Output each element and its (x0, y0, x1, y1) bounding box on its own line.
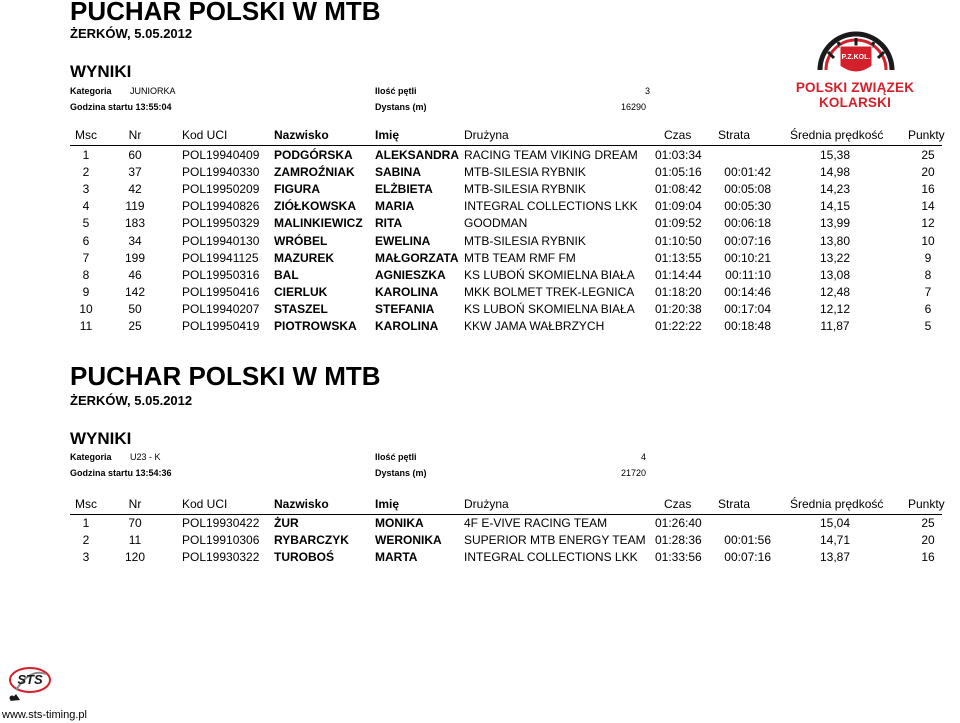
section1-ilosc-value: 3 (644, 86, 650, 96)
section1-godzina-label: Godzina startu (70, 102, 134, 112)
cell-time: 01:09:04 (655, 199, 702, 214)
cell-bib: 46 (128, 267, 142, 282)
cell-surname: PIOTROWSKA (274, 319, 357, 333)
col-druzyna-header: Drużyna (464, 497, 509, 511)
cell-surname: CIERLUK (274, 284, 328, 299)
section1-title: PUCHAR POLSKI W MTB (70, 0, 381, 26)
cell-time: 01:03:34 (655, 148, 702, 162)
sts-logo-icon (6, 664, 66, 704)
section2-title: PUCHAR POLSKI W MTB (70, 361, 381, 391)
section2-kategoria-label: Kategoria (70, 452, 112, 462)
cell-surname: WRÓBEL (274, 233, 328, 248)
cell-team: KS LUBOŃ SKOMIELNA BIAŁA (464, 301, 635, 316)
cell-first-name: KAROLINA (375, 284, 439, 299)
cell-team: RACING TEAM VIKING DREAM (464, 148, 638, 162)
table-row (0, 268, 960, 285)
cell-gap: 00:05:08 (724, 182, 771, 197)
cell-time: 01:10:50 (655, 233, 702, 248)
cell-gap: 00:18:48 (724, 319, 771, 333)
cell-time: 01:33:56 (655, 550, 702, 565)
cell-team: MTB-SILESIA RYBNIK (464, 182, 586, 197)
cell-uci-code: POL19940130 (182, 233, 260, 248)
cell-surname: RYBARCZYK (274, 533, 349, 548)
cell-team: MTB TEAM RMF FM (464, 250, 576, 265)
cell-avg-speed: 15,38 (819, 148, 851, 162)
cell-bib: 119 (125, 199, 145, 214)
cell-team: MTB-SILESIA RYBNIK (464, 165, 586, 180)
cell-avg-speed: 13,80 (819, 233, 851, 248)
cell-place: 3 (82, 550, 90, 565)
cell-time: 01:22:22 (655, 319, 702, 333)
cell-bib: 50 (128, 301, 142, 316)
cell-first-name: MAŁGORZATA (375, 250, 459, 265)
table-row (0, 302, 960, 319)
cell-time: 01:09:52 (655, 216, 702, 231)
cell-points: 20 (921, 533, 935, 548)
cell-place: 1 (82, 516, 90, 530)
cell-team: MTB-SILESIA RYBNIK (464, 233, 586, 248)
cell-points: 8 (924, 267, 932, 282)
cell-team: 4F E-VIVE RACING TEAM (464, 516, 608, 530)
cell-bib: 183 (124, 216, 146, 231)
section2-ilosc-label: Ilość pętli (375, 452, 417, 462)
cell-gap: 00:07:16 (724, 550, 771, 565)
cell-uci-code: POL19910306 (182, 533, 260, 548)
table-row (0, 234, 960, 251)
sts-logo-text: STS (17, 672, 43, 687)
cell-team: INTEGRAL COLLECTIONS LKK (464, 550, 638, 565)
cell-bib: 34 (128, 233, 142, 248)
cell-avg-speed: 13,99 (819, 216, 851, 231)
col-strata-header: Strata (718, 497, 751, 511)
col-punkty-header: Punkty (908, 497, 945, 511)
cell-first-name: ALEKSANDRA (375, 148, 459, 162)
cell-uci-code: POL19941125 (182, 250, 259, 265)
table-row (0, 182, 960, 199)
cell-first-name: MONIKA (375, 516, 424, 530)
cell-bib: 25 (128, 319, 142, 333)
cell-time: 01:08:42 (655, 182, 702, 197)
section1-subtitle: ŻERKÓW, 5.05.2012 (70, 26, 193, 41)
col-nazwisko-header: Nazwisko (274, 128, 329, 142)
table-row (0, 251, 960, 268)
cell-bib: 60 (128, 148, 142, 162)
cell-place: 11 (79, 319, 93, 333)
section2-kategoria-value: U23 - K (130, 452, 161, 462)
section2-subtitle: ŻERKÓW, 5.05.2012 (70, 393, 193, 408)
cell-uci-code: POL19930422 (182, 516, 260, 530)
cell-gap: 00:06:18 (724, 216, 771, 231)
col-uci-header: Kod UCI (182, 128, 228, 142)
cell-surname: FIGURA (274, 182, 320, 197)
cell-points: 7 (924, 284, 932, 299)
cell-bib: 142 (124, 284, 146, 299)
cell-time: 01:05:16 (655, 165, 702, 180)
cell-first-name: AGNIESZKA (375, 267, 446, 282)
cell-gap: 00:01:42 (724, 165, 771, 180)
cell-avg-speed: 14,98 (819, 165, 851, 180)
cell-avg-speed: 14,15 (819, 199, 851, 214)
cell-place: 2 (82, 165, 90, 180)
cell-bib: 11 (128, 533, 142, 548)
cell-surname: TUROBOŚ (274, 550, 334, 565)
cell-time: 01:26:40 (655, 516, 702, 530)
cell-uci-code: POL19940207 (182, 301, 260, 316)
cell-bib: 42 (128, 182, 142, 197)
cell-uci-code: POL19950316 (182, 267, 260, 282)
cell-bib: 70 (128, 516, 142, 530)
table-row (0, 319, 960, 336)
cell-avg-speed: 15,04 (819, 516, 851, 530)
cell-first-name: RITA (375, 216, 403, 231)
cell-place: 8 (82, 267, 90, 282)
cell-gap: 00:05:30 (724, 199, 771, 214)
section1-wyniki: WYNIKI (70, 62, 132, 81)
cell-gap: 00:10:21 (724, 250, 771, 265)
section1-ilosc-label: Ilość pętli (375, 86, 417, 96)
table-row (0, 550, 960, 567)
logo-line2: KOLARSKI (818, 95, 892, 110)
cell-place: 9 (82, 284, 90, 299)
cell-points: 14 (921, 199, 935, 214)
cell-place: 4 (82, 199, 90, 214)
cell-gap: 00:11:10 (725, 267, 771, 282)
section2-godzina-label: Godzina startu (70, 468, 134, 478)
section2-table-header (0, 497, 960, 514)
section2-dystans-label: Dystans (m) (375, 468, 427, 478)
footer-url[interactable]: www.sts-timing.pl (2, 709, 87, 721)
cell-first-name: KAROLINA (375, 319, 439, 333)
cell-surname: ZIÓŁKOWSKA (274, 199, 356, 214)
sts-logo (6, 664, 66, 704)
col-punkty-header: Punkty (908, 128, 945, 142)
pzkol-logo (780, 8, 930, 112)
col-nr-header: Nr (128, 497, 142, 511)
cell-time: 01:20:38 (655, 301, 702, 316)
table-row (0, 199, 960, 216)
cell-team: KKW JAMA WAŁBRZYCH (464, 319, 605, 333)
cell-time: 01:14:44 (655, 267, 702, 282)
cell-team: MKK BOLMET TREK-LEGNICA (464, 284, 635, 299)
cell-points: 20 (921, 165, 935, 180)
section2-godzina (70, 468, 172, 478)
cell-place: 6 (82, 233, 90, 248)
cell-surname: MALINKIEWICZ (274, 216, 363, 231)
cell-avg-speed: 14,71 (819, 533, 851, 548)
col-msc-header: Msc (75, 128, 97, 142)
cell-points: 5 (924, 319, 932, 333)
section1-table-header (0, 128, 960, 145)
section1-kategoria-label: Kategoria (70, 86, 112, 96)
cell-place: 5 (82, 216, 90, 231)
col-czas-header: Czas (664, 497, 692, 511)
col-uci-header: Kod UCI (182, 497, 228, 511)
cell-bib: 37 (128, 165, 142, 180)
cell-place: 7 (82, 250, 90, 265)
section1-header-rule (70, 145, 942, 146)
logo-badge-text: P.Z.KOL. (841, 54, 871, 61)
cell-bib: 199 (124, 250, 146, 265)
section2-header-rule (70, 514, 942, 515)
section2-godzina-value: 13:54:36 (135, 468, 172, 478)
table-row (0, 165, 960, 182)
cell-place: 3 (82, 182, 90, 197)
cell-place: 1 (82, 148, 90, 162)
cell-first-name: WERONIKA (375, 533, 442, 548)
section1-dystans-value: 16290 (620, 102, 646, 112)
cell-uci-code: POL19950416 (182, 284, 260, 299)
col-nazwisko-header: Nazwisko (274, 497, 329, 511)
cell-points: 10 (921, 233, 935, 248)
table-row (0, 285, 960, 302)
logo-line1: POLSKI ZWIĄZEK (795, 80, 915, 95)
cell-team: KS LUBOŃ SKOMIELNA BIAŁA (464, 267, 635, 282)
cell-points: 16 (921, 182, 935, 197)
cell-avg-speed: 12,48 (819, 284, 851, 299)
section1-kategoria-value: JUNIORKA (130, 86, 176, 96)
cell-surname: STASZEL (274, 301, 328, 316)
cell-points: 25 (921, 148, 935, 162)
cell-time: 01:28:36 (655, 533, 702, 548)
cell-avg-speed: 13,22 (819, 250, 851, 265)
section1-godzina (70, 102, 172, 112)
table-row (0, 516, 960, 533)
cell-surname: PODGÓRSKA (274, 148, 353, 162)
col-nr-header: Nr (128, 128, 142, 142)
cell-avg-speed: 14,23 (819, 182, 851, 197)
cell-place: 10 (79, 301, 93, 316)
cell-first-name: MARTA (375, 550, 418, 565)
cell-points: 16 (921, 550, 935, 565)
table-row (0, 148, 960, 165)
cell-first-name: MARIA (375, 199, 415, 214)
table-row (0, 533, 960, 550)
cell-time: 01:18:20 (655, 284, 702, 299)
section1-godzina-value: 13:55:04 (135, 102, 172, 112)
cell-first-name: STEFANIA (375, 301, 435, 316)
cell-surname: BAL (274, 267, 299, 282)
cell-team: INTEGRAL COLLECTIONS LKK (464, 199, 638, 214)
cell-bib: 120 (124, 550, 146, 565)
col-czas-header: Czas (664, 128, 692, 142)
cell-surname: ZAMROŹNIAK (274, 165, 355, 180)
col-imie-header: Imię (375, 497, 400, 511)
table-row (0, 216, 960, 233)
cell-first-name: ELŻBIETA (375, 182, 433, 197)
section2-ilosc-value: 4 (640, 452, 646, 462)
cell-points: 6 (924, 301, 932, 316)
col-msc-header: Msc (75, 497, 97, 511)
col-druzyna-header: Drużyna (464, 128, 509, 142)
col-strata-header: Strata (718, 128, 751, 142)
cell-uci-code: POL19950329 (182, 216, 260, 231)
col-srednia-header: Średnia prędkość (790, 128, 884, 142)
cell-uci-code: POL19950419 (182, 319, 260, 333)
cell-uci-code: POL19940330 (182, 165, 260, 180)
cell-gap: 00:07:16 (724, 233, 771, 248)
cell-gap: 00:17:04 (724, 301, 771, 316)
cell-team: SUPERIOR MTB ENERGY TEAM (464, 533, 646, 548)
cell-surname: ŻUR (274, 516, 299, 530)
cell-time: 01:13:55 (655, 250, 702, 265)
cell-team: GOODMAN (464, 216, 528, 231)
cell-uci-code: POL19950209 (182, 182, 260, 197)
cell-points: 9 (924, 250, 932, 265)
cell-points: 25 (921, 516, 935, 530)
cell-avg-speed: 11,87 (820, 319, 850, 333)
cell-uci-code: POL19940409 (182, 148, 260, 162)
cell-uci-code: POL19940826 (182, 199, 260, 214)
cell-avg-speed: 13,08 (819, 267, 851, 282)
section1-dystans-label: Dystans (m) (375, 102, 427, 112)
col-srednia-header: Średnia prędkość (790, 497, 884, 511)
cell-place: 2 (82, 533, 90, 548)
cell-uci-code: POL19930322 (182, 550, 260, 565)
cell-gap: 00:14:46 (724, 284, 771, 299)
cell-surname: MAZUREK (274, 250, 334, 265)
cell-gap: 00:01:56 (724, 533, 771, 548)
col-imie-header: Imię (375, 128, 400, 142)
cell-first-name: SABINA (375, 165, 422, 180)
section2-dystans-value: 21720 (620, 468, 646, 478)
section2-wyniki: WYNIKI (70, 429, 132, 448)
cell-first-name: EWELINA (375, 233, 431, 248)
cell-avg-speed: 12,12 (819, 301, 851, 316)
cell-avg-speed: 13,87 (819, 550, 851, 565)
cell-points: 12 (921, 216, 935, 231)
